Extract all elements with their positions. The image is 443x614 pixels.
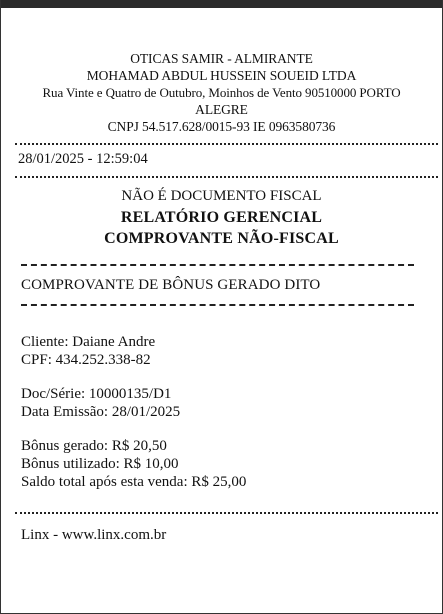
- issue-date: Data Emissão: 28/01/2025: [21, 404, 181, 420]
- balance-total: Saldo total após esta venda: R$ 25,00: [21, 474, 247, 490]
- footer-text: Linx - www.linx.com.br: [21, 527, 167, 543]
- customer-section: [1, 333, 442, 369]
- document-section: [1, 385, 442, 421]
- dashed-divider: [21, 304, 414, 306]
- address-line-2: ALEGRE: [195, 102, 248, 117]
- customer-cpf: CPF: 434.252.338-82: [21, 352, 151, 368]
- company-name: MOHAMAD ABDUL HUSSEIN SOUEID LTDA: [86, 68, 357, 83]
- receipt-datetime: 28/01/2025 - 12:59:04: [18, 151, 148, 167]
- report-title: RELATÓRIO GERENCIAL: [120, 209, 323, 226]
- bonus-generated: Bônus gerado: R$ 20,50: [21, 438, 167, 454]
- cnpj-ie: CNPJ 54.517.628/0015-93 IE 0963580736: [107, 119, 336, 134]
- top-bar: [1, 0, 442, 8]
- bonus-used: Bônus utilizado: R$ 10,00: [21, 456, 179, 472]
- notice-block: [1, 186, 442, 249]
- address-line-1: Rua Vinte e Quatro de Outubro, Moinhos de Vento 90510000 PORTO: [42, 85, 401, 100]
- bonus-receipt-title: COMPROVANTE DE BÔNUS GERADO DITO: [21, 277, 321, 293]
- receipt-header: [1, 50, 442, 135]
- store-name: OTICAS SAMIR - ALMIRANTE: [130, 51, 313, 66]
- bonus-section: [1, 437, 442, 491]
- customer-name: Cliente: Daiane Andre: [21, 334, 156, 350]
- doc-serie: Doc/Série: 10000135/D1: [21, 386, 172, 402]
- not-fiscal-document: NÃO É DOCUMENTO FISCAL: [121, 188, 322, 204]
- dotted-divider: [15, 176, 438, 178]
- receipt-type: COMPROVANTE NÃO-FISCAL: [104, 230, 339, 247]
